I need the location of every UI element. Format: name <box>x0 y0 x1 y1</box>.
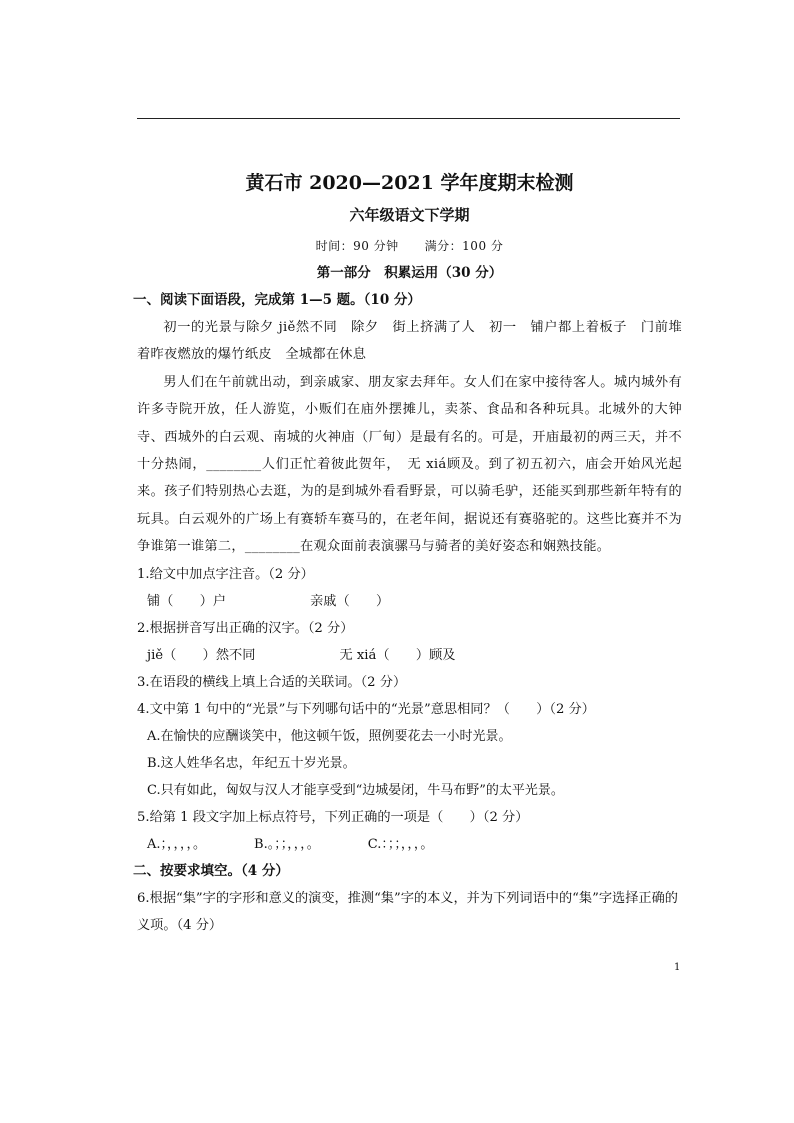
exam-subtitle: 六年级语文下学期 <box>349 206 470 224</box>
section2-heading: 二、按要求填空。（4 分） <box>133 862 289 879</box>
answer-2b: 无 xiá（ ）顾及 <box>339 647 456 663</box>
section1-heading: 一、阅读下面语段，完成第 1—5 题。（10 分） <box>133 292 421 308</box>
exam-meta <box>137 232 682 260</box>
exam-time: 时间：90 分钟 <box>315 239 399 253</box>
page-content <box>133 168 682 939</box>
top-rule <box>137 118 680 119</box>
question-2-answers <box>137 642 682 669</box>
part1-heading: 第一部分 积累运用（30 分） <box>316 265 503 281</box>
exam-score: 满分：100 分 <box>424 239 504 253</box>
paragraph-1: 初一的光景与除夕 jiě然不同 除夕 街上挤满了人 初一 铺户都上着板子 门前堆着昨夜燃放的爆竹纸皮 全城都在休息 <box>137 320 682 363</box>
question-4: 4.文中第 1 句中的“光景”与下列哪句话中的“光景”意思相同？（ ）（2 分） <box>137 701 595 717</box>
answer-2a: jiě（ ）然不同 <box>147 647 256 663</box>
question-5-options <box>137 831 682 858</box>
question-3: 3.在语段的横线上填上合适的关联词。（2 分） <box>137 674 407 690</box>
paragraph-2: 男人们在午前就出动，到亲戚家、朋友家去拜年。女人们在家中接待客人。城内城外有许多寺院开放，任人游览，小贩们在庙外摆摊儿，卖茶、食品和各种玩具。北城外的大钟寺、西城外的白云观、南城的火神庙（厂甸）是最有名的。可是，开庙最初的两三天，并不十分热闹，________人们正忙着彼此贺年， 无 xiá顾及。到了初五初六，庙会开始风光起来。孩子们特别热心去逛，为的是到城外看看野景，可以骑毛驴，还能买到那些新年特有的玩具。白云观外的广场上有赛轿车赛马的，在老年间，据说还有赛骆驼的。这些比赛并不为争谁第一谁第二，________在观众面前表演骡马与骑者的美好姿态和娴熟技能。 <box>137 374 682 555</box>
question-1-answers <box>137 588 682 615</box>
question-4-option-c: C.只有如此，匈奴与汉人才能享受到“边城晏闭，牛马布野”的太平光景。 <box>147 782 564 798</box>
option-5b: B.。；；，，，。 <box>254 836 320 852</box>
question-4-option-a: A.在愉快的应酬谈笑中，他这顿午饭，照例要花去一小时光景。 <box>147 728 512 744</box>
option-5a: A.；，，，，。 <box>147 836 207 852</box>
answer-1b: 亲戚（ ） <box>310 593 390 609</box>
page-number: 1 <box>674 962 681 973</box>
question-1: 1.给文中加点字注音。（2 分） <box>137 566 314 582</box>
answer-1a: 铺（ ）户 <box>147 593 227 609</box>
exam-title: 黄石市 2020—2021 学年度期末检测 <box>245 172 574 194</box>
question-2: 2.根据拼音写出正确的汉字。（2 分） <box>137 620 354 636</box>
question-5: 5.给第 1 段文字加上标点符号，下列正确的一项是（ ）（2 分） <box>137 809 529 825</box>
option-5c: C.：；；，，，。 <box>367 836 434 852</box>
question-6: 6.根据“集”字的字形和意义的演变，推测“集”字的本义，并为下列词语中的“集”字选择正确的义项。（4 分） <box>137 890 678 934</box>
question-4-option-b: B.这人姓华名忠，年纪五十岁光景。 <box>147 755 356 771</box>
